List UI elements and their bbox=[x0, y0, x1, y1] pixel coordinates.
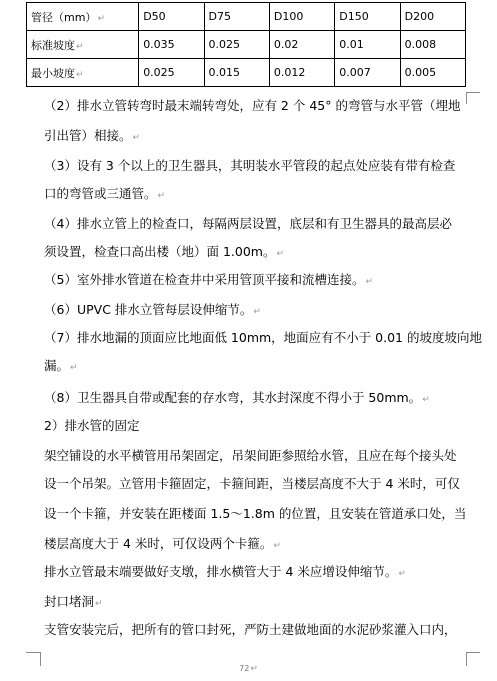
fixing-line-3: 设一个卡箍，并安装在距楼面 1.5～1.8m 的位置，且安装在管道承口处，当 bbox=[44, 506, 467, 521]
section-heading-seal: 封口堵洞↵ bbox=[44, 594, 103, 609]
paragraph-5: （5）室外排水管道在检查井中采用管顶平接和流槽连接。↵ bbox=[44, 272, 374, 287]
crop-mark-top-right-h bbox=[466, 92, 480, 93]
paragraph-4-line-2: 须设置，检查口高出楼（地）面 1.00m。↵ bbox=[44, 244, 285, 259]
paragraph-8: （8）卫生器具自带或配套的存水弯，其水封深度不得小于 50mm。↵ bbox=[44, 390, 430, 405]
table-cell: D200 bbox=[400, 3, 465, 31]
table-cell: D150 bbox=[335, 3, 400, 31]
table-cell: 0.035 bbox=[139, 31, 204, 59]
table-cell: 0.02 bbox=[269, 31, 334, 59]
table-cell: 0.01 bbox=[335, 31, 400, 59]
paragraph-7-line-1: （7）排水地漏的顶面应比地面低 10mm，地面应有不小于 0.01 的坡度坡向地 bbox=[44, 330, 482, 345]
table-cell: 最小坡度↵ bbox=[27, 59, 139, 87]
table-cell: 0.005 bbox=[400, 59, 465, 87]
crop-mark-bottom-right-h bbox=[466, 652, 480, 653]
table-cell: 管径（mm）↵ bbox=[27, 3, 139, 31]
table-cell: D100 bbox=[269, 3, 334, 31]
paragraph-6: （6）UPVC 排水立管每层设伸缩节。↵ bbox=[44, 302, 261, 317]
table-cell: 0.012 bbox=[269, 59, 334, 87]
table-cell: 0.015 bbox=[204, 59, 269, 87]
fixing-line-1: 架空铺设的水平横管用吊架固定，吊架间距参照给水管，且应在每个接头处 bbox=[44, 448, 457, 463]
fixing-line-2: 设一个吊架。立管用卡箍固定，卡箍间距，当楼层高度不大于 4 米时，可仅 bbox=[44, 476, 460, 491]
table-row bbox=[27, 59, 466, 87]
slope-table bbox=[26, 2, 466, 87]
paragraph-3-line-2: 口的弯管或三通管。↵ bbox=[44, 186, 166, 201]
fixing-line-4: 楼层高度大于 4 米时，可仅设两个卡箍。↵ bbox=[44, 536, 281, 551]
page-number: 72↵ bbox=[239, 664, 258, 674]
paragraph-2-line-2: 引出管）相接。↵ bbox=[44, 128, 141, 143]
table-cell: D50 bbox=[139, 3, 204, 31]
table-cell: D75 bbox=[204, 3, 269, 31]
table-header-row bbox=[27, 3, 466, 31]
table-cell: 0.007 bbox=[335, 59, 400, 87]
crop-mark-bottom-left-h bbox=[26, 652, 40, 653]
section-heading-pipe-fixing: 2）排水管的固定 bbox=[44, 418, 140, 433]
table-row bbox=[27, 31, 466, 59]
table-cell: 0.025 bbox=[139, 59, 204, 87]
paragraph-2-line-1: （2）排水立管转弯时最末端转弯处，应有 2 个 45° 的弯管与水平管（埋地 bbox=[44, 98, 461, 113]
fixing-line-5: 排水立管最末端要做好支墩，排水横管大于 4 米应增设伸缩节。↵ bbox=[44, 564, 406, 579]
paragraph-7-line-2: 漏。↵ bbox=[44, 358, 78, 373]
table-cell: 0.025 bbox=[204, 31, 269, 59]
paragraph-4-line-1: （4）排水立管上的检查口，每隔两层设置，底层和有卫生器具的最高层必 bbox=[44, 216, 452, 231]
paragraph-3-line-1: （3）设有 3 个以上的卫生器具，其明装水平管段的起点处应装有带有检查 bbox=[44, 158, 456, 173]
table-cell: 0.008 bbox=[400, 31, 465, 59]
table-cell: 标准坡度↵ bbox=[27, 31, 139, 59]
seal-line-1: 支管安装完后，把所有的管口封死，严防土建做地面的水泥砂浆灌入口内， bbox=[44, 622, 457, 637]
